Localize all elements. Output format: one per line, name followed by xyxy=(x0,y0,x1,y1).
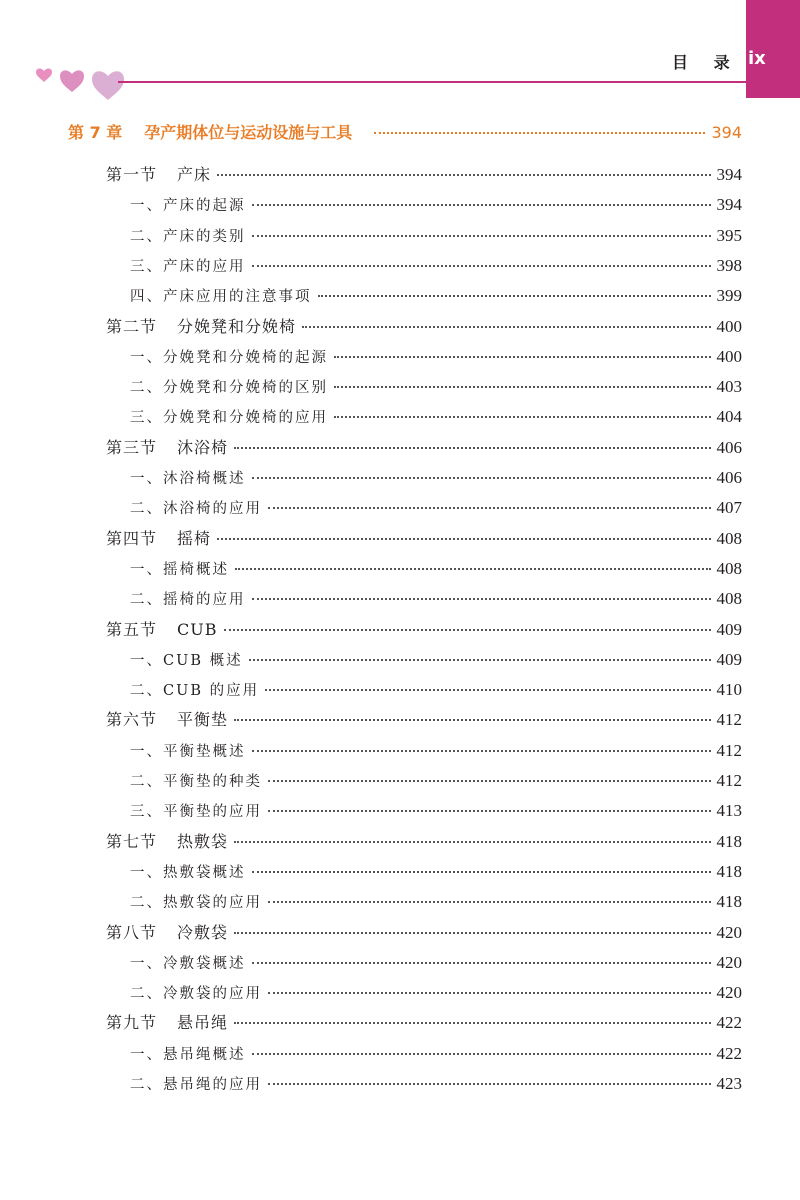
subsection-title: 一、CUB 概述 xyxy=(130,652,243,669)
page-reference: 422 xyxy=(716,1043,742,1063)
page-reference: 406 xyxy=(716,468,742,487)
leader-dots xyxy=(249,649,711,661)
subsection-entry[interactable] xyxy=(130,857,742,887)
leader-dots xyxy=(224,619,711,631)
page-reference: 409 xyxy=(716,649,742,669)
leader-dots xyxy=(217,164,710,176)
chapter-page: 394 xyxy=(711,123,742,142)
section-title: 热敷袋 xyxy=(177,831,229,851)
subsection-title: 二、悬吊绳的应用 xyxy=(130,1077,262,1093)
page-reference: 408 xyxy=(716,528,742,548)
subsection-entry[interactable] xyxy=(130,1039,742,1069)
page-reference: 403 xyxy=(716,377,742,397)
subsection-entry[interactable] xyxy=(130,645,742,675)
leader-dots xyxy=(234,709,710,721)
subsection-entry[interactable] xyxy=(130,342,742,372)
subsection-title: 二、平衡垫的种类 xyxy=(130,774,262,790)
leader-dots xyxy=(252,740,711,752)
leader-dots xyxy=(268,770,711,782)
page-reference: 407 xyxy=(716,498,742,518)
leader-dots xyxy=(234,437,710,449)
section-entry[interactable] xyxy=(106,615,742,645)
section-label: 第五节 xyxy=(106,619,158,639)
subsection-title: 一、摇椅概述 xyxy=(130,561,229,578)
leader-dots xyxy=(318,285,711,297)
section-label: 第八节 xyxy=(106,922,158,942)
page-reference: 408 xyxy=(716,558,742,578)
subsection-entry[interactable] xyxy=(130,554,742,584)
section-title: 摇椅 xyxy=(177,528,212,548)
section-label: 第二节 xyxy=(106,316,158,336)
leader-dots xyxy=(235,558,711,570)
leader-dots xyxy=(252,467,711,479)
subsection-entry[interactable] xyxy=(130,736,742,766)
section-title: CUB xyxy=(177,619,218,639)
page-reference: 395 xyxy=(716,225,742,245)
section-title: 分娩凳和分娩椅 xyxy=(177,316,297,336)
page-reference: 418 xyxy=(716,861,742,881)
leader-dots xyxy=(268,1073,711,1085)
header-rule xyxy=(118,81,748,83)
section-label: 第九节 xyxy=(106,1013,158,1033)
page-reference: 423 xyxy=(716,1074,742,1093)
subsection-title: 三、平衡垫的应用 xyxy=(130,804,262,821)
subsection-title: 二、热敷袋的应用 xyxy=(130,895,262,912)
leader-dots xyxy=(234,831,710,843)
section-entry[interactable] xyxy=(106,524,742,554)
page-reference: 418 xyxy=(716,831,742,851)
chapter-label: 第 7 章 xyxy=(68,123,123,142)
section-entry[interactable] xyxy=(106,705,742,735)
subsection-title: 三、分娩凳和分娩椅的应用 xyxy=(130,410,328,427)
subsection-entry[interactable] xyxy=(130,978,742,1008)
subsection-title: 一、热敷袋概述 xyxy=(130,864,246,881)
subsection-entry[interactable] xyxy=(130,190,742,220)
page-reference: 412 xyxy=(716,740,742,760)
leader-dots xyxy=(234,1012,710,1024)
subsection-entry[interactable] xyxy=(130,766,742,796)
page-reference: 398 xyxy=(716,255,742,275)
page-reference: 413 xyxy=(716,801,742,821)
leader-dots xyxy=(252,952,711,964)
subsection-title: 一、产床的起源 xyxy=(130,198,246,215)
page-reference: 394 xyxy=(716,165,742,184)
subsection-entry[interactable] xyxy=(130,463,742,493)
subsection-entry[interactable] xyxy=(130,402,742,432)
subsection-entry[interactable] xyxy=(130,221,742,251)
subsection-title: 三、产床的应用 xyxy=(130,258,246,275)
section-title: 悬吊绳 xyxy=(177,1013,229,1033)
section-title: 冷敷袋 xyxy=(177,922,229,942)
leader-dots xyxy=(252,861,711,873)
subsection-title: 二、产床的类别 xyxy=(130,228,246,245)
subsection-title: 一、平衡垫概述 xyxy=(130,743,246,760)
section-title: 沐浴椅 xyxy=(177,437,229,457)
leader-dots xyxy=(252,225,711,237)
subsection-entry[interactable] xyxy=(130,493,742,523)
page-reference: 404 xyxy=(716,407,742,427)
subsection-title: 一、分娩凳和分娩椅的起源 xyxy=(130,349,328,366)
section-label: 第七节 xyxy=(106,831,158,851)
leader-dots xyxy=(268,891,711,903)
subsection-title: 二、摇椅的应用 xyxy=(130,592,246,609)
page-reference: 420 xyxy=(716,922,742,942)
leader-dots xyxy=(252,1043,711,1055)
section-entry[interactable] xyxy=(106,827,742,857)
section-label: 第四节 xyxy=(106,528,158,548)
page-reference: 418 xyxy=(716,892,742,912)
subsection-title: 四、产床应用的注意事项 xyxy=(130,289,312,306)
subsection-entry[interactable] xyxy=(130,251,742,281)
leader-dots xyxy=(302,316,710,328)
leader-dots xyxy=(334,406,711,418)
header-title: 目 录 xyxy=(672,53,740,72)
chapter-entry[interactable] xyxy=(68,118,742,148)
subsection-entry[interactable] xyxy=(130,372,742,402)
leader-dots xyxy=(334,346,711,358)
page-reference: 400 xyxy=(716,316,742,336)
leader-dots xyxy=(234,922,710,934)
page-reference: 394 xyxy=(716,195,742,215)
section-entry[interactable] xyxy=(106,1008,742,1038)
subsection-title: 二、冷敷袋的应用 xyxy=(130,986,262,1003)
subsection-entry[interactable] xyxy=(130,584,742,614)
subsection-entry[interactable] xyxy=(130,675,742,705)
subsection-title: 一、冷敷袋概述 xyxy=(130,955,246,972)
page-number: ix xyxy=(748,48,766,69)
page-reference: 412 xyxy=(716,710,742,730)
subsection-title: 一、沐浴椅概述 xyxy=(130,471,246,487)
page-reference: 399 xyxy=(716,286,742,306)
section-label: 第六节 xyxy=(106,710,158,730)
page-reference: 410 xyxy=(716,680,742,700)
page-reference: 409 xyxy=(716,619,742,639)
section-title: 产床 xyxy=(177,165,212,184)
page-reference: 420 xyxy=(716,983,742,1003)
subsection-title: 二、沐浴椅的应用 xyxy=(130,501,262,518)
page-reference: 412 xyxy=(716,771,742,790)
subsection-entry[interactable] xyxy=(130,948,742,978)
leader-dots xyxy=(374,122,705,134)
leader-dots xyxy=(268,497,711,509)
leader-dots xyxy=(334,376,711,388)
subsection-entry[interactable] xyxy=(130,796,742,826)
page-reference: 420 xyxy=(716,952,742,972)
section-entry[interactable] xyxy=(106,160,742,190)
leader-dots xyxy=(268,982,711,994)
leader-dots xyxy=(217,528,710,540)
page-reference: 400 xyxy=(716,346,742,366)
section-label: 第三节 xyxy=(106,437,158,457)
page-reference: 408 xyxy=(716,589,742,609)
subsection-title: 一、悬吊绳概述 xyxy=(130,1046,246,1063)
subsection-entry[interactable] xyxy=(130,1069,742,1099)
section-entry[interactable] xyxy=(106,918,742,948)
page-reference: 406 xyxy=(716,437,742,457)
chapter-title: 孕产期体位与运动设施与工具 xyxy=(144,123,353,142)
subsection-title: 二、CUB 的应用 xyxy=(130,683,260,700)
leader-dots xyxy=(265,679,710,691)
page-reference: 422 xyxy=(716,1013,742,1033)
section-entry[interactable] xyxy=(106,312,742,342)
section-title: 平衡垫 xyxy=(177,710,229,730)
section-label: 第一节 xyxy=(106,165,158,184)
leader-dots xyxy=(252,255,711,267)
subsection-title: 二、分娩凳和分娩椅的区别 xyxy=(130,380,328,397)
leader-dots xyxy=(268,800,711,812)
leader-dots xyxy=(252,194,711,206)
subsection-entry[interactable] xyxy=(130,281,742,311)
section-entry[interactable] xyxy=(106,433,742,463)
subsection-entry[interactable] xyxy=(130,887,742,917)
leader-dots xyxy=(252,588,711,600)
